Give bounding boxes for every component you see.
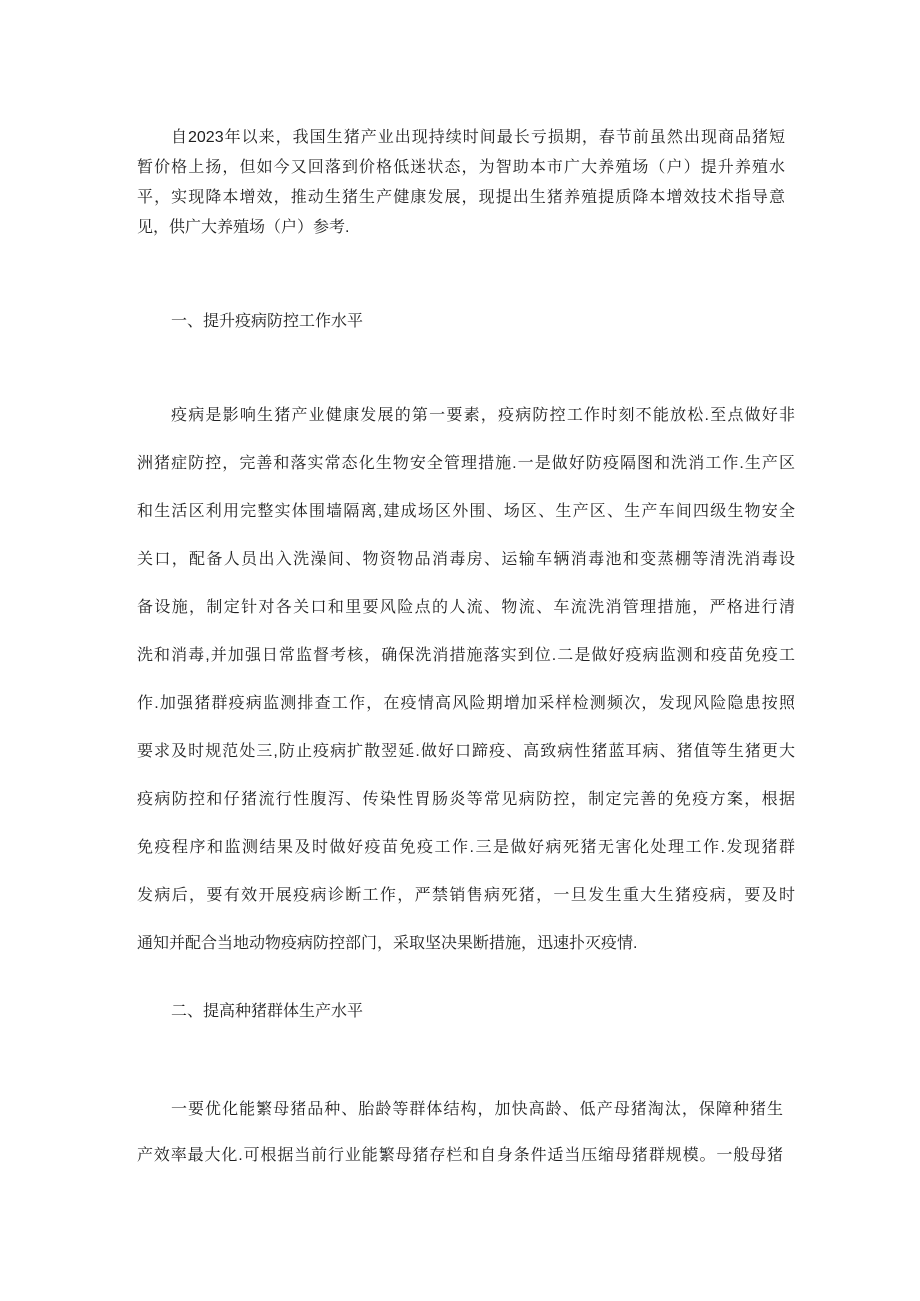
paragraph-line: 自2023年以来，我国生猪产业出现持续时间最长亏损期，春节前虽然出现商品猪短 (171, 129, 785, 146)
paragraph-line: 暂价格上扬，但如今又回落到价格低迷状态，为智助本市广大养殖场（户）提升养殖水 (137, 159, 785, 176)
paragraph-line: 作.加强猪群疫病监测排查工作，在疫情高风险期增加采样检测频次，发现风险隐患按照 (137, 695, 795, 712)
section-heading: 二、提高种猪群体生产水平 (171, 1003, 364, 1020)
paragraph-line: 洲猪症防控，完善和落实常态化生物安全管理措施.一是做好防疫隔图和洗消工作.生产区 (137, 455, 795, 472)
section-heading: 一、提升疫病防控工作水平 (171, 313, 364, 330)
paragraph-line: 要求及时规范处三,防止疫病扩散翌延.做好口蹄疫、高致病性猪蓝耳病、猪值等生猪更大 (137, 743, 795, 760)
paragraph-line: 发病后，要有效开展疫病诊断工作，严禁销售病死猪，一旦发生重大生猪疫病，要及时 (137, 887, 795, 904)
paragraph-line: 一要优化能繁母猪品种、胎龄等群体结构，加快高龄、低产母猪淘汰，保障种猪生 (171, 1101, 783, 1118)
paragraph-line: 通知并配合当地动物疫病防控部门，采取坚决果断措施，迅速扑灭疫情. (137, 935, 638, 952)
paragraph-line: 免疫程序和监测结果及时做好疫苗免疫工作.三是做好病死猪无害化处理工作.发现猪群 (137, 839, 795, 856)
paragraph-line: 和生活区利用完整实体围墙隔离,建成场区外围、场区、生产区、生产车间四级生物安全 (137, 503, 795, 520)
section-paragraph (137, 392, 795, 968)
paragraph-line: 产效率最大化.可根据当前行业能繁母猪存栏和自身条件适当压缩母猪群规模。一般母猪 (137, 1147, 783, 1164)
intro-paragraph (137, 123, 785, 243)
section-paragraph (137, 1087, 783, 1179)
paragraph-line: 备设施，制定针对各关口和里要风险点的人流、物流、车流洗消管理措施，严格进行清 (137, 599, 795, 616)
paragraph-line: 疫病是影响生猪产业健康发展的第一要素，疫病防控工作时刻不能放松.至点做好非 (171, 407, 795, 424)
paragraph-line: 洗和消毒,并加强日常监督考核，确保洗消措施落实到位.二是做好疫病监测和疫苗免疫工 (137, 647, 795, 664)
paragraph-line: 平，实现降本增效，推动生猪生产健康发展，现提出生猪养殖提质降本增效技术指导意 (137, 189, 785, 206)
paragraph-line: 关口，配备人员出入洗澡间、物资物品消毒房、运输车辆消毒池和变蒸棚等清洗消毒设 (137, 551, 795, 568)
paragraph-line: 见，供广大养殖场（户）参考. (137, 219, 350, 236)
paragraph-line: 疫病防控和仔猪流行性腹泻、传染性胃肠炎等常见病防控，制定完善的免疫方案，根据 (137, 791, 795, 808)
